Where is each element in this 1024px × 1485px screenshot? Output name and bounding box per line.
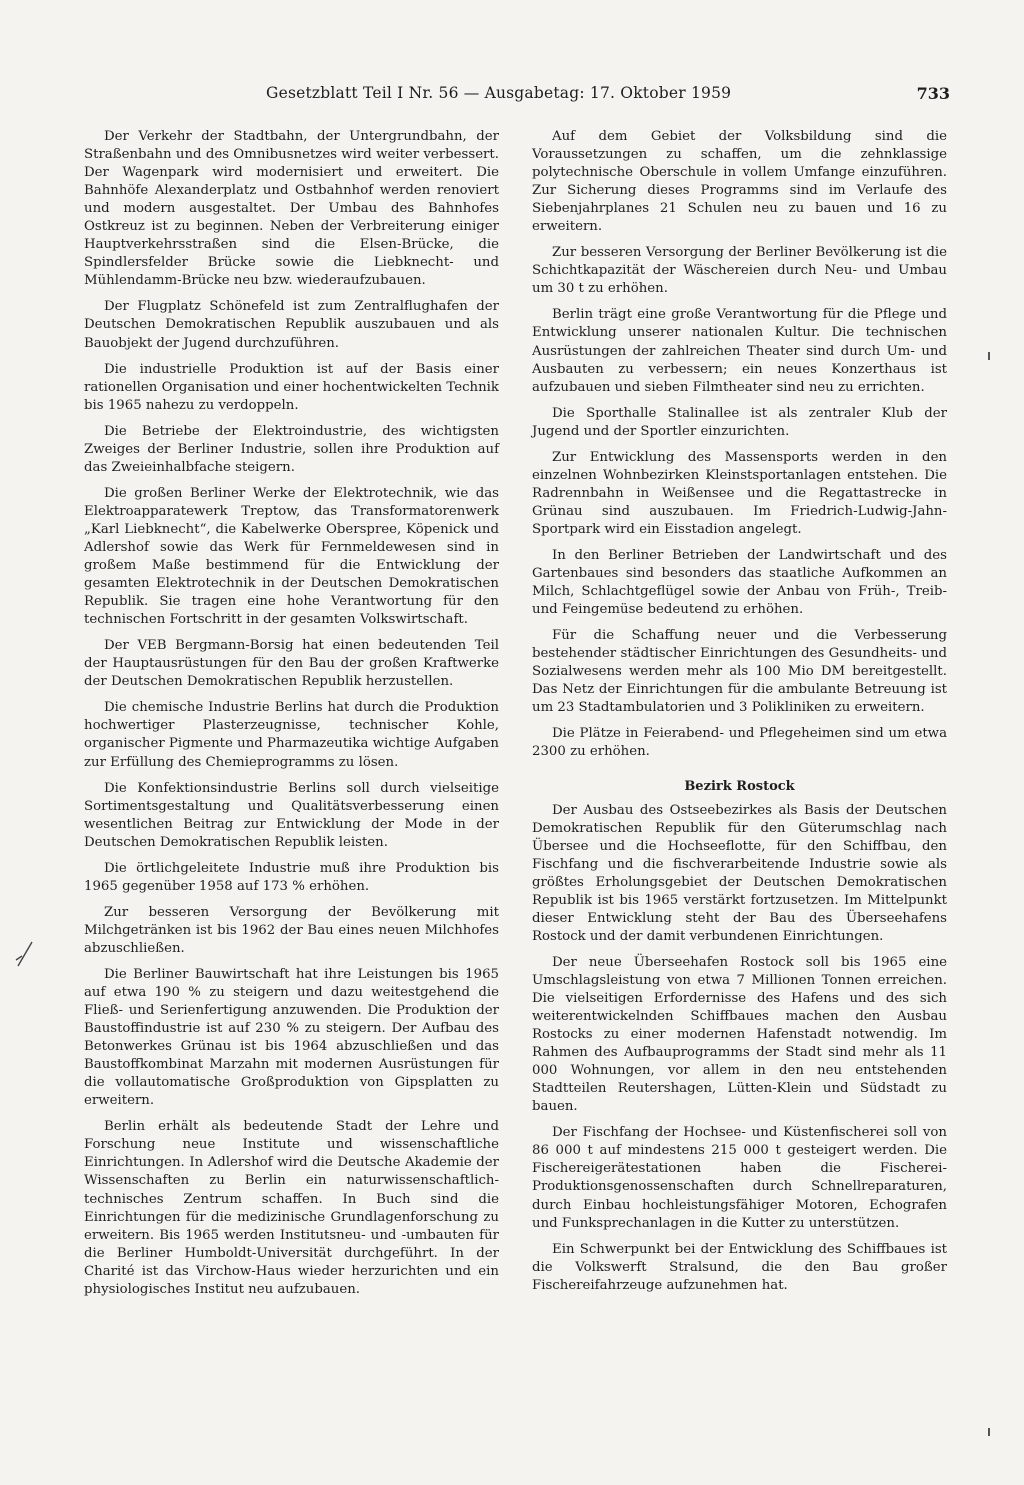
paragraph: Die Betriebe der Elektroindustrie, des wichtigsten Zweiges der Berliner Industrie, sollen ihre Produktion auf das Zweieinhalbfache steigern. bbox=[84, 423, 499, 475]
paragraph: Zur Entwicklung des Massensports werden in den einzelnen Wohnbezirken Kleinstsportanlagen entstehen. Die Radrennbahn in Weißensee und die Regattastrecke in Grünau sind auszubauen. Im Friedrich-Ludwig-Jahn-Sportpark wird ein Eisstadion angelegt. bbox=[532, 449, 947, 537]
paragraph: Für die Schaffung neuer und die Verbesserung bestehender städtischer Einrichtungen des Gesundheits- und Sozialwesens werden mehr als 100 Mio DM bereitgestellt. Das Netz der Einrichtungen für die ambulante Betreuung ist um 23 Stadtambulatorien und 3 Polikliniken zu erweitern. bbox=[532, 628, 947, 716]
paragraph: Der Ausbau des Ostseebezirkes als Basis der Deutschen Demokratischen Republik für den Güterumschlag nach Übersee und die Hochseeflotte, für den Schiffbau, den Fischfang und die fischverarbeitende Industrie sowie als größtes Erholungsgebiet der Deutschen Demokratischen Republik ist bis 1965 verstärkt fortzusetzen. Im Mittelpunkt dieser Entwicklung steht der Bau des Überseehafens Rostock und der damit verbundenen Einrichtungen. bbox=[532, 802, 947, 944]
page-number: 733 bbox=[916, 84, 950, 103]
paragraph: Die Konfektionsindustrie Berlins soll durch vielseitige Sortimentsgestaltung und Qualitätsverbesserung einen wesentlichen Beitrag zur Entwicklung der Mode in der Deutschen Demokratischen Republik leisten. bbox=[84, 780, 499, 850]
paragraph: Der Flugplatz Schönefeld ist zum Zentralflughafen der Deutschen Demokratischen Republik auszubauen und als Bauobjekt der Jugend durchzuführen. bbox=[84, 299, 499, 351]
paragraph: Die örtlichgeleitete Industrie muß ihre Produktion bis 1965 gegenüber 1958 auf 173 % erhöhen. bbox=[84, 860, 499, 894]
section-heading: Bezirk Rostock bbox=[684, 778, 795, 794]
margin-tick-mark bbox=[988, 352, 990, 360]
header-title: Gesetzblatt Teil I Nr. 56 — Ausgabetag: 17. Oktober 1959 bbox=[266, 84, 732, 102]
paragraph: Zur besseren Versorgung der Berliner Bevölkerung ist die Schichtkapazität der Wäschereien durch Neu- und Umbau um 30 t zu erhöhen. bbox=[532, 245, 947, 297]
paragraph: Der Verkehr der Stadtbahn, der Untergrundbahn, der Straßenbahn und des Omnibusnetzes wird weiter verbessert. Der Wagenpark wird modernisiert und erweitert. Die Bahnhöfe Alexanderplatz und Ostbahnhof werden renoviert und modern ausgestaltet. Der Umbau des Bahnhofes Ostkreuz ist zu beginnen. Neben der Verbreiterung einiger Hauptverkehrsstraßen sind die Elsen-Brücke, die Spindlersfelder Brücke sowie die Liebknecht- und Mühlendamm-Brücke neu bzw. wiederaufzubauen. bbox=[84, 129, 499, 289]
margin-annotation-mark bbox=[14, 938, 36, 968]
paragraph: Der VEB Bergmann-Borsig hat einen bedeutenden Teil der Hauptausrüstungen für den Bau der großen Kraftwerke der Deutschen Demokratischen Republik herzustellen. bbox=[84, 638, 499, 690]
paragraph: Die großen Berliner Werke der Elektrotechnik, wie das Elektroapparatewerk Treptow, das Transformatorenwerk „Karl Liebknecht“, die Kabelwerke Oberspree, Köpenick und Adlershof sowie das Werk für Fernmeldewesen sind in großem Maße bestimmend für die Entwicklung der gesamten Elektrotechnik in der Deutschen Demokratischen Republik. Sie tragen eine hohe Verantwortung für den technischen Fortschritt in der gesamten Volkswirtschaft. bbox=[84, 485, 499, 628]
right-column bbox=[532, 128, 947, 1303]
paragraph: Die industrielle Produktion ist auf der Basis einer rationellen Organisation und einer hochentwickelten Technik bis 1965 nahezu zu verdoppeln. bbox=[84, 361, 499, 413]
paragraph: Der neue Überseehafen Rostock soll bis 1965 eine Umschlagsleistung von etwa 7 Millionen Tonnen erreichen. Die vielseitigen Erfordernisse des Hafens und des sich weiterentwickelnden Schiffbaues machen den Ausbau Rostocks zu einer modernen Hafenstadt notwendig. Im Rahmen des Aufbauprogramms der Stadt sind mehr als 11 000 Wohnungen, vor allem in den neu entstehenden Stadtteilen Reutershagen, Lütten-Klein und Südstadt zu bauen. bbox=[532, 954, 947, 1115]
page-header bbox=[86, 84, 950, 106]
paragraph: Berlin trägt eine große Verantwortung für die Pflege und Entwicklung unserer nationalen Kultur. Die technischen Ausrüstungen der zahlreichen Theater sind durch Um- und Ausbauten zu verbessern; ein neues Konzerthaus ist aufzubauen und sieben Filmtheater sind neu zu errichten. bbox=[532, 307, 947, 395]
paragraph: Berlin erhält als bedeutende Stadt der Lehre und Forschung neue Institute und wissenschaftliche Einrichtungen. In Adlershof wird die Deutsche Akademie der Wissenschaften zu Berlin ein naturwissenschaftlich-technisches Zentrum schaffen. In Buch sind die Einrichtungen für die medizinische Grundlagenforschung zu erweitern. Bis 1965 werden Institutsneu- und -umbauten für die Berliner Humboldt-Universität durchgeführt. In der Charité ist das Virchow-Haus wieder herzurichten und ein physiologisches Institut neu aufzubauen. bbox=[84, 1119, 499, 1297]
paragraph: Auf dem Gebiet der Volksbildung sind die Voraussetzungen zu schaffen, um die zehnklassige polytechnische Oberschule in vollem Umfange einzuführen. Zur Sicherung dieses Programms sind im Verlaufe des Siebenjahrplanes 21 Schulen neu zu bauen und 16 zu erweitern. bbox=[532, 129, 947, 235]
paragraph: Die chemische Industrie Berlins hat durch die Produktion hochwertiger Plasterzeugnisse, technischer Kohle, organischer Pigmente und Pharmazeutika wichtige Aufgaben zur Erfüllung des Chemieprogramms zu lösen. bbox=[84, 700, 499, 770]
paragraph: Die Sporthalle Stalinallee ist als zentraler Klub der Jugend und der Sportler einzurichten. bbox=[532, 405, 947, 439]
paragraph: Der Fischfang der Hochsee- und Küstenfischerei soll von 86 000 t auf mindestens 215 000 t gesteigert werden. Die Fischereigerätestationen haben die Fischerei-Produktionsgenossenschaften durch Schnellreparaturen, durch Einbau hochleistungsfähiger Motoren, Echografen und Funksprechanlagen in die Kutter zu unterstützen. bbox=[532, 1125, 947, 1231]
paragraph: Ein Schwerpunkt bei der Entwicklung des Schiffbaues ist die Volkswerft Stralsund, die den Bau großer Fischereifahrzeuge aufzunehmen hat. bbox=[532, 1241, 947, 1293]
left-column bbox=[84, 128, 499, 1307]
paragraph: In den Berliner Betrieben der Landwirtschaft und des Gartenbaues sind besonders das staatliche Aufkommen an Milch, Schlachtgeflügel sowie der Anbau von Früh-, Treib- und Feingemüse bedeutend zu erhöhen. bbox=[532, 547, 947, 618]
margin-tick-mark bbox=[988, 1428, 990, 1436]
paragraph: Die Plätze in Feierabend- und Pflegeheimen sind um etwa 2300 zu erhöhen. bbox=[532, 726, 947, 760]
paragraph: Die Berliner Bauwirtschaft hat ihre Leistungen bis 1965 auf etwa 190 % zu steigern und dazu weitestgehend die Fließ- und Serienfertigung anzuwenden. Die Produktion der Baustoffindustrie ist auf 230 % zu steigern. Der Aufbau des Betonwerkes Grünau ist bis 1964 abzuschließen und das Baustoffkombinat Marzahn mit modernen Ausrüstungen für die vollautomatische Großproduktion von Gipsplatten zu erweitern. bbox=[84, 966, 499, 1109]
paragraph: Zur besseren Versorgung der Bevölkerung mit Milchgetränken ist bis 1962 der Bau eines neuen Milchhofes abzuschließen. bbox=[84, 904, 499, 956]
